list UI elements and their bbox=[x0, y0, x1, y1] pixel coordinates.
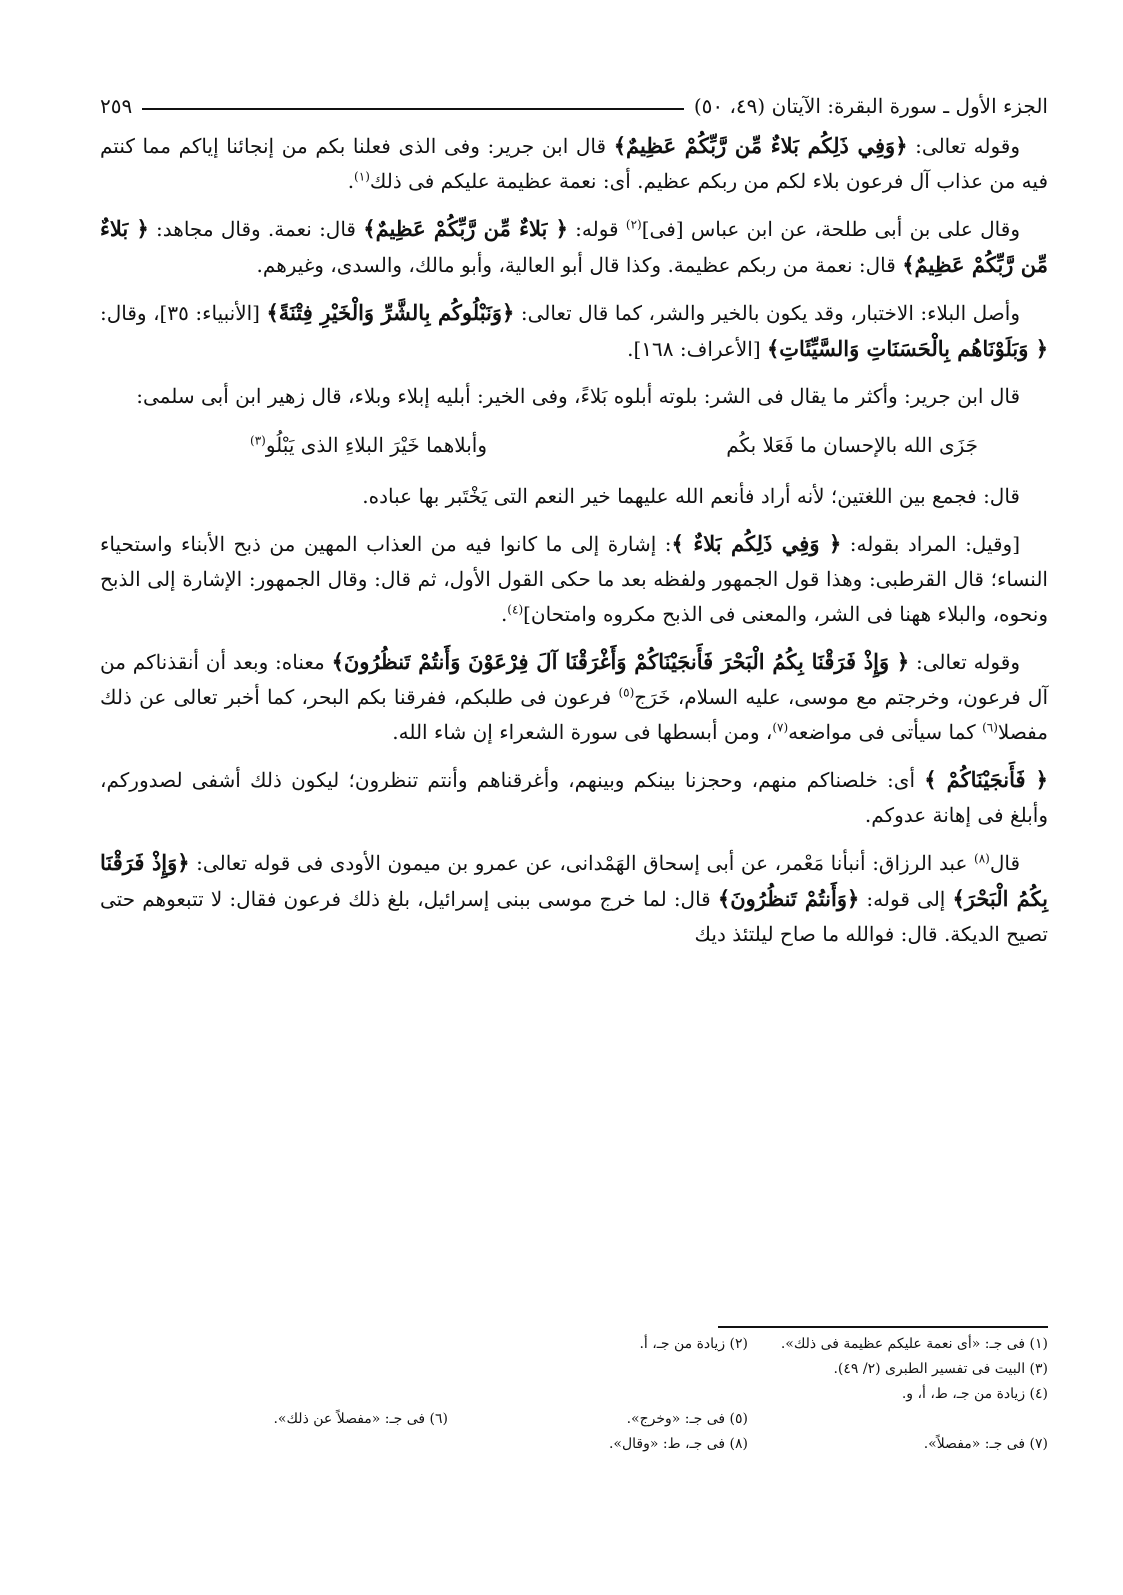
text-run: قال: لما خرج موسى ببنى إسرائيل، بلغ ذلك فرعون فقال: لا تتبعوهم حتى تصيح الديكة. قال: فوالله ما صاح ليلتئذ ديك bbox=[100, 887, 1048, 946]
quran-quote: ﴿ وَبَلَوْنَاهُم بِالْحَسَنَاتِ وَالسَّيِّئَاتِ﴾ bbox=[766, 336, 1048, 361]
paragraph-4 bbox=[100, 379, 1048, 414]
footnotes bbox=[100, 1326, 1048, 1457]
footnote-7: (٧) فى جـ: «مفصلاً». bbox=[923, 1436, 1048, 1452]
footnote-5: (٥) فى جـ: «وخرج». bbox=[626, 1411, 748, 1427]
running-header bbox=[100, 84, 1048, 118]
quran-quote: ﴿ بَلاءٌ مِّن رَّبِّكُمْ عَظِيمٌ﴾ bbox=[363, 216, 568, 241]
text-run: . bbox=[500, 602, 508, 626]
paragraph-7 bbox=[100, 644, 1048, 750]
quran-quote: ﴿ وَإِذْ فَرَقْنَا بِكُمُ الْبَحْرَ فَأَنجَيْنَاكُمْ وَأَغْرَقْنَا آلَ فِرْعَوْنَ وَأَنتُمْ تَنظُرُونَ﴾ bbox=[331, 649, 910, 674]
text-run: قال bbox=[989, 851, 1021, 875]
text-run: [الأعراف: ١٦٨]. bbox=[627, 337, 767, 361]
footnote-spacer bbox=[748, 1407, 1048, 1432]
text-run: [الأنبياء: ٣٥]، وقال: bbox=[100, 301, 267, 325]
text-run: قوله: bbox=[567, 217, 626, 241]
footnote-ref: (٧) bbox=[772, 720, 789, 735]
header-title: الجزء الأول ـ سورة البقرة: الآيتان (٤٩، ٥٠) bbox=[693, 94, 1048, 118]
verse-second-hemistich bbox=[250, 428, 487, 463]
text-run: قال: نعمة من ربكم عظيمة. وكذا قال أبو العالية، وأبو مالك، والسدى، وغيرهم. bbox=[256, 253, 903, 277]
footnote-rule bbox=[718, 1326, 1048, 1328]
verse-first-hemistich: جَزَى الله بالإحسان ما فَعَلا بكُم bbox=[726, 433, 978, 457]
text-run: وقوله تعالى: bbox=[909, 650, 1020, 674]
footnote-ref: (٦) bbox=[982, 720, 998, 735]
footnote-row bbox=[100, 1432, 1048, 1457]
text-run: [وقيل: المراد بقوله: bbox=[841, 532, 1021, 556]
quran-quote: ﴿وَأَنتُمْ تَنظُرُونَ﴾ bbox=[717, 886, 860, 911]
quran-quote: ﴿ فَأَنجَيْنَاكُمْ ﴾ bbox=[924, 767, 1048, 792]
header-rule bbox=[142, 108, 684, 110]
text-run: . bbox=[347, 169, 355, 193]
paragraph-2 bbox=[100, 211, 1048, 283]
text-run: قال: نعمة. وقال مجاهد: bbox=[148, 217, 364, 241]
text-run: عبد الرزاق: أنبأنا مَعْمر، عن أبى إسحاق الهَمْدانى، عن عمرو بن ميمون الأودى فى قوله تعالى: bbox=[189, 851, 974, 875]
footnote-ref: (٣) bbox=[250, 433, 266, 448]
text-run: وأبلاهما خَيْرَ البلاءِ الذى يَبْلُو bbox=[265, 433, 487, 457]
paragraph-6 bbox=[100, 526, 1048, 632]
footnote-row bbox=[100, 1382, 1048, 1407]
paragraph-3 bbox=[100, 295, 1048, 367]
paragraph-1 bbox=[100, 128, 1048, 199]
page-number: ٢٥٩ bbox=[100, 94, 133, 118]
footnote-ref: (٥) bbox=[618, 685, 635, 700]
footnote-2: (٢) زيادة من جـ، أ. bbox=[639, 1336, 748, 1352]
footnote-ref: (٢) bbox=[625, 217, 642, 232]
text-run: قال: فجمع بين اللغتين؛ لأنه أراد فأنعم الله عليهما خير النعم التى يَخْتَبر بها عباده. bbox=[362, 484, 1020, 508]
paragraph-9 bbox=[100, 845, 1048, 952]
poetry-verse bbox=[100, 426, 1048, 467]
quran-quote: ﴿وَإِذْ فَرَقْنَا بِكُمُ الْبَحْرَ﴾ bbox=[100, 850, 1049, 911]
paragraph-8 bbox=[100, 762, 1048, 833]
quran-quote: ﴿وَنَبْلُوكُم بِالشَّرِّ وَالْخَيْرِ فِتْنَةً﴾ bbox=[266, 300, 515, 325]
footnote-ref: (٨) bbox=[974, 851, 990, 866]
text-run: : إشارة إلى ما كانوا فيه من العذاب المهين من ذبح الأبناء واستحياء النساء؛ قال القرطبى: وهذا قول الجمهور ولفظه بعد ما حكى القول الأول، ثم قال: وقال الجمهور: الإشارة إلى الذبح ونحوه، والبلاء ههنا فى الشر، والمعنى فى الذبح مكروه وامتحان] bbox=[100, 532, 1048, 626]
footnote-row bbox=[100, 1407, 1048, 1432]
footnote-row bbox=[100, 1332, 1048, 1357]
footnote-1: (١) فى جـ: «أى نعمة عليكم عظيمة فى ذلك». bbox=[780, 1336, 1048, 1352]
text-run: قال ابن جرير: وفى الذى فعلنا بكم من إنجائنا إياكم مما كنتم فيه من عذاب آل فرعون بلاء لكم من ربكم عظيم. أى: نعمة عظيمة عليكم فى ذلك bbox=[100, 134, 1048, 193]
text-run: ، ومن أبسطها فى سورة الشعراء إن شاء الله. bbox=[392, 720, 773, 744]
footnote-4: (٤) زيادة من جـ، ط، أ، و. bbox=[901, 1386, 1048, 1402]
text-run: أى: خلصناكم منهم، وحجزنا بينكم وبينهم، وأغرقناهم وأنتم تنظرون؛ ليكون ذلك أشفى لصدوركم، وأبلغ فى إهانة عدوكم. bbox=[100, 768, 1048, 827]
footnote-ref: (١) bbox=[354, 169, 370, 184]
text-run: قال ابن جرير: وأكثر ما يقال فى الشر: بلوته أبلوه بَلاءً، وفى الخير: أبليه إبلاء وبلاء، قال زهير ابن أبى سلمى: bbox=[136, 384, 1020, 408]
text-run: وقال على بن أبى طلحة، عن ابن عباس [فى] bbox=[641, 217, 1020, 241]
text-run: وقوله تعالى: bbox=[907, 134, 1020, 158]
footnote-row bbox=[100, 1357, 1048, 1382]
footnote-ref: (٤) bbox=[507, 602, 524, 617]
text-run: كما سيأتى فى مواضعه bbox=[788, 720, 983, 744]
text-run: فرعون فى طلبكم، ففرقنا بكم البحر، كما أخبر تعالى عن ذلك مفصلا bbox=[100, 685, 1048, 744]
quran-quote: ﴿وَفِي ذَلِكُم بَلاءٌ مِّن رَّبِّكُمْ عَظِيمٌ﴾ bbox=[613, 133, 908, 158]
text-run: معناه: وبعد أن أنقذناكم من آل فرعون، وخرجتم مع موسى، عليه السلام، خَرَج bbox=[100, 650, 1048, 709]
footnote-8: (٨) فى جـ، ط: «وقال». bbox=[608, 1436, 748, 1452]
main-text bbox=[100, 128, 1048, 964]
paragraph-5 bbox=[100, 479, 1048, 514]
footnote-3: (٣) البيت فى تفسير الطبرى (٢/ ٤٩). bbox=[833, 1361, 1048, 1377]
quran-quote: ﴿ وَفِي ذَلِكُم بَلاءٌ ﴾ bbox=[671, 531, 842, 556]
text-run: وأصل البلاء: الاختبار، وقد يكون بالخير والشر، كما قال تعالى: bbox=[514, 301, 1020, 325]
footnote-6: (٦) فى جـ: «مفصلاً عن ذلك». bbox=[273, 1411, 448, 1427]
text-run: إلى قوله: bbox=[859, 887, 953, 911]
quran-quote: ﴿ بَلاءٌ مِّن رَّبِّكُمْ عَظِيمٌ﴾ bbox=[100, 216, 1048, 277]
